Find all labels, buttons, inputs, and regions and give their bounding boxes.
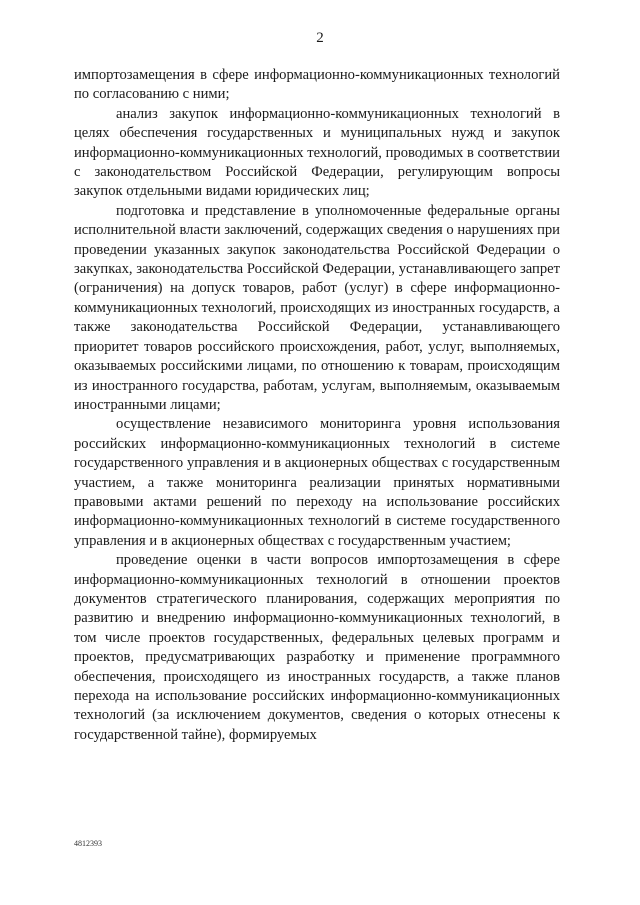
page-number: 2	[316, 30, 324, 46]
document-body	[74, 66, 560, 745]
paragraph-conclusions-preparation: подготовка и представление в уполномоченные федеральные органы исполнительной власти заключений, содержащих сведения о нарушениях при проведении указанных закупок законодательства Российской Федерации о закупках, законодательства Российской Федерации, устанавливающего запрет (ограничения) на допуск товаров, работ (услуг) в сфере информационно-коммуникационных технологий, происходящих из иностранных государств, а также законодательства Российской Федерации, устанавливающего приоритет товаров российского происхождения, работ, услуг, выполняемых, оказываемых российскими лицами, по отношению к товарам, происходящим из иностранного государства, работам, услугам, выполняемым, оказываемым иностранными лицами;	[74, 202, 560, 413]
document-code: 4812393	[74, 839, 102, 848]
paragraph-independent-monitoring: осуществление независимого мониторинга уровня использования российских информационно-коммуникационных технологий в системе государственного управления и в акционерных обществах с государственным участием, а также мониторинга реализации принятых нормативными правовыми актами решений по переходу на использование российских информационно-коммуникационных технологий в системе государственного управления и в акционерных обществах с государственным участием;	[74, 416, 560, 549]
paragraph-procurement-analysis: анализ закупок информационно-коммуникационных технологий в целях обеспечения государственных и муниципальных нужд и закупок информационно-коммуникационных технологий, проводимых в соответствии с законодательством Российской Федерации, регулирующим вопросы закупок отдельными видами юридических лиц;	[74, 105, 560, 200]
paragraph-continuation: импортозамещения в сфере информационно-коммуникационных технологий по согласованию с ними;	[74, 67, 560, 103]
paragraph-import-substitution-assessment: проведение оценки в части вопросов импортозамещения в сфере информационно-коммуникационных технологий в отношении проектов документов стратегического планирования, содержащих мероприятия по развитию и внедрению информационно-коммуникационных технологий, в том числе проектов государственных, федеральных целевых программ и проектов, предусматривающих разработку и применение программного обеспечения, происходящего из иностранных государств, а также планов перехода на использование российских информационно-коммуникационных технологий (за исключением документов, сведения о которых отнесены к государственной тайне), формируемых	[74, 552, 560, 743]
